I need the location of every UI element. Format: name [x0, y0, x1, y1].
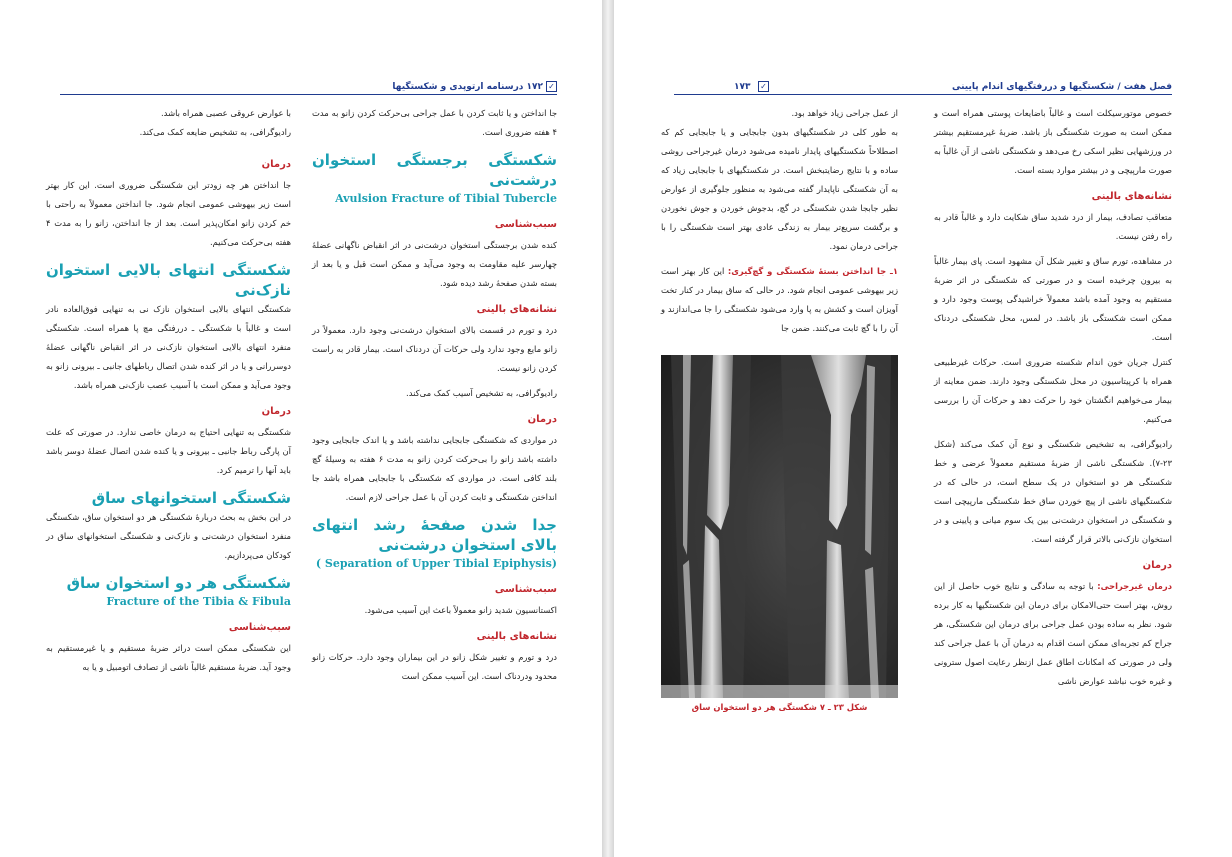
paragraph: کنترل جریان خون اندام شکسته ضروری است. حرکات غیرطبیعی همراه با کرپیتاسیون در محل شکستگی وجود دارند. ضمن معاینه از بیمار می‌خواهیم انگشتان خود را حرکت دهد و حرکات آن را بررسی می‌کنیم.	[934, 357, 1172, 424]
subheading: سبب‌شناسی	[228, 622, 291, 633]
paragraph: از عمل جراحی زیاد خواهد بود.	[791, 108, 898, 118]
section-heading-english: ( Separation of Upper Tibial Epiphysis)	[315, 557, 557, 570]
book-gutter	[602, 0, 614, 857]
header-title: فصل هفت / شکستگیها و دررفتگیهای اندام پایینی	[952, 82, 1172, 92]
paragraph	[934, 577, 1172, 691]
subheading: درمان	[527, 414, 557, 425]
section-heading: شکستگی انتهای بالایی استخوان نازک‌نی	[46, 261, 291, 299]
paragraph: کنده شدن برجستگی استخوان درشت‌نی در اثر انقباض ناگهانی عضلهٔ چهارسر علیه مقاومت به وجود می‌آید و ممکن است قبل و یا بعد از بسته شدن صفحهٔ رشد دیده شود.	[312, 240, 557, 288]
subheading: سبب‌شناسی	[494, 584, 557, 595]
paragraph: در مواردی که شکستگی جابجایی نداشته باشد و یا اندک جابجایی وجود داشته باشد زانو را بی‌حرکت کردن زانو به مدت ۶ هفته به وسیلهٔ گچ بلند کافی است. در مواردی که شکستگی با جابجایی همراه باشد جا انداختن شکستگی و ثابت کردن آن با عمل جراحی لازم است.	[312, 435, 558, 502]
left-page-column-left	[46, 104, 291, 683]
right-page-column-left	[661, 104, 898, 344]
left-page	[0, 0, 602, 857]
subheading: درمان	[261, 159, 291, 170]
paragraph: درد و تورم در قسمت بالای استخوان درشت‌نی وجود دارد. معمولاً در زانو مایع وجود ندارد ولی حرکات آن دردناک است. بیمار قادر به راست کردن زانو نیست.	[312, 325, 557, 373]
paragraph: رادیوگرافی، به تشخیص شکستگی و نوع آن کمک می‌کند (شکل ۲۳-۷). شکستگی ناشی از ضربهٔ مستقیم معمولاً عرضی و خط شکستگی هر دو استخوان در یک سطح است، در حالی که در شکستگیهای ناشی از پیچ خوردن ساق خط شکستگی مارپیچی است و شکستگی در استخوان درشت‌نی بین یک سوم میانی و پایینی و در استخوان نازک‌نی بالاتر قرار گرفته است.	[934, 439, 1172, 544]
header-title: ۱۷۲ درسنامه ارتوپدی و شکستگیها	[392, 82, 543, 92]
figure-caption: شکل ۲۳ ـ ۷ شکستگی هر دو استخوان ساق	[691, 702, 868, 712]
paragraph: جا انداختن و یا ثابت کردن با عمل جراحی بی‌حرکت کردن زانو به مدت ۴ هفته ضروری است.	[312, 108, 557, 137]
paragraph: شکستگی انتهای بالایی استخوان نازک نی به تنهایی فوق‌العاده نادر است و غالباً با شکستگی ـ دررفتگی مچ پا همراه است. شکستگی منفرد انتهای بالایی استخوان نازک‌نی در اثر انقباض ناگهانی عضلهٔ دوسررانی و یا در اثر کنده شدن اتصال رباطهای جانبی ـ بیرونی زانو به وجود می‌آید و ممکن است با آسیب عصب نازک‌نی همراه باشد.	[46, 304, 291, 390]
paragraph: با عوارض عروقی عصبی همراه باشد.	[161, 108, 291, 118]
xray-figure	[661, 355, 898, 698]
section-heading: شکستگی هر دو استخوان ساق	[66, 574, 291, 592]
inline-heading: ۱ـ جا انداختن بستهٔ شکستگی و گچ‌گیری:	[727, 266, 898, 276]
paragraph-text: با توجه به سادگی و نتایج خوب حاصل از این روش، بهتر است حتی‌الامکان برای درمان این شکستگیها به کار برده شود. نظر به ساده بودن عمل جراحی برای درمان این شکستگی، هر جراح کم تجربه‌ای ممکن است اقدام به درمان آن با عمل جراحی کند ولی در صورتی که امکانات اطاق عمل ازنظر رعایت اصول سترونی و غیره خوب نباشد عوارض ناشی	[934, 581, 1172, 686]
checkbox-icon: ✓	[546, 81, 557, 92]
section-heading: جدا شدن صفحهٔ رشد انتهای بالای استخوان درشت‌نی	[312, 516, 557, 554]
right-page-header	[674, 80, 1172, 95]
paragraph: درد و تورم و تغییر شکل زانو در این بیماران وجود دارد. حرکات زانو محدود ودردناک است. این آسیب ممکن است	[312, 652, 557, 681]
section-heading-english: Avulsion Fracture of Tibial Tubercle	[335, 192, 557, 205]
subheading: درمان	[261, 406, 291, 417]
paragraph: رادیوگرافی، به تشخیص ضایعه کمک می‌کند.	[139, 127, 291, 137]
paragraph: متعاقب تصادف، بیمار از درد شدید ساق شکایت دارد و غالباً قادر به راه رفتن نیست.	[934, 212, 1172, 241]
inline-heading: درمان غیرجراحی:	[1097, 581, 1172, 591]
left-page-column-right	[312, 104, 557, 692]
subheading: نشانه‌های بالینی	[1091, 191, 1172, 202]
paragraph: اکستانسیون شدید زانو معمولاً باعث این آسیب می‌شود.	[364, 605, 557, 615]
subheading: نشانه‌های بالینی	[476, 631, 557, 642]
right-page-column-right	[934, 104, 1172, 697]
paragraph	[661, 262, 898, 338]
subheading: نشانه‌های بالینی	[476, 304, 557, 315]
subheading: درمان	[1142, 560, 1172, 571]
paragraph-text: این کار بهتر است زیر بیهوشی عمومی انجام شود. در حالی که ساق بیمار در کنار تخت آویزان است و کشش به پا وارد می‌شود شکستگی را جا می‌اندازند و آن را با گچ ثابت می‌کنند. ضمن جا	[661, 266, 898, 333]
paragraph: در مشاهده، تورم ساق و تغییر شکل آن مشهود است. پای بیمار غالباً به بیرون چرخیده است و در صورتی که شکستگی در اثر ضربهٔ مستقیم به وجود آمده باشد معمولاً خراشیدگی پوست وجود دارد و ممکن است شکستگی باز باشد. در لمس، محل شکستگی دردناک است.	[934, 256, 1172, 342]
left-page-header	[60, 80, 557, 95]
checkbox-icon: ✓	[758, 81, 769, 92]
paragraph: شکستگی به تنهایی احتیاج به درمان خاصی ندارد. در صورتی که علت آن پارگی رباط جانبی ـ بیرونی و یا کنده شدن اتصال عضلهٔ دوسر باشد باید آنها را ترمیم کرد.	[46, 427, 291, 475]
xray-image	[661, 355, 898, 698]
paragraph: در این بخش به بحث دربارهٔ شکستگی هر دو استخوان ساق، شکستگی منفرد استخوان درشت‌نی و نازک‌نی و شکستگی استخوانهای ساق در کودکان می‌پردازیم.	[46, 512, 291, 560]
page-number: ۱۷۳	[734, 82, 751, 92]
paragraph: رادیوگرافی، به تشخیص آسیب کمک می‌کند.	[406, 388, 557, 398]
paragraph: به طور کلی در شکستگیهای بدون جابجایی و یا جابجایی کم که اصطلاحاً شکستگیهای پایدار نامیده می‌شود درمان غیرجراحی روشی ساده و با نتایج رضایتبخش است. در شکستگیهای با جابجایی زیاد که به آن شکستگی ناپایدار گفته می‌شود به منظور جلوگیری از عوارض نظیر جابجا شدن شکستگی در گچ، بدجوش خوردن و جوش نخوردن و برگشت سریع‌تر بیمار به زندگی عادی بهتر است شکستگی را با جراحی درمان نمود.	[661, 127, 898, 251]
section-heading: شکستگی استخوانهای ساق	[91, 489, 291, 507]
paragraph: این شکستگی ممکن است دراثر ضربهٔ مستقیم و یا غیرمستقیم به وجود آید. ضربهٔ مستقیم غالباً ناشی از تصادف اتومبیل و یا به	[46, 643, 291, 672]
paragraph: خصوص موتورسیکلت است و غالباً باضایعات پوستی همراه است و ممکن است به صورت شکستگی باز باشد. ضربهٔ غیرمستقیم بیشتر در ورزشهایی نظیر اسکی رخ می‌دهد و شکستگی ناشی از آن غالباً به صورت مارپیچی و در بیشتر موارد بسته است.	[934, 108, 1172, 175]
section-heading-english: Fracture of the Tibia & Fibula	[106, 595, 291, 608]
paragraph: جا انداختن هر چه زودتر این شکستگی ضروری است. این کار بهتر است زیر بیهوشی عمومی انجام شود. جا انداختن معمولاً به راحتی با خم کردن زانو امکان‌پذیر است. بعد از جا انداختن، زانو را به مدت ۴ هفته بی‌حرکت می‌کنیم.	[46, 180, 291, 247]
subheading: سبب‌شناسی	[494, 219, 557, 230]
section-heading: شکستگی برجستگی استخوان درشت‌نی	[312, 151, 557, 189]
